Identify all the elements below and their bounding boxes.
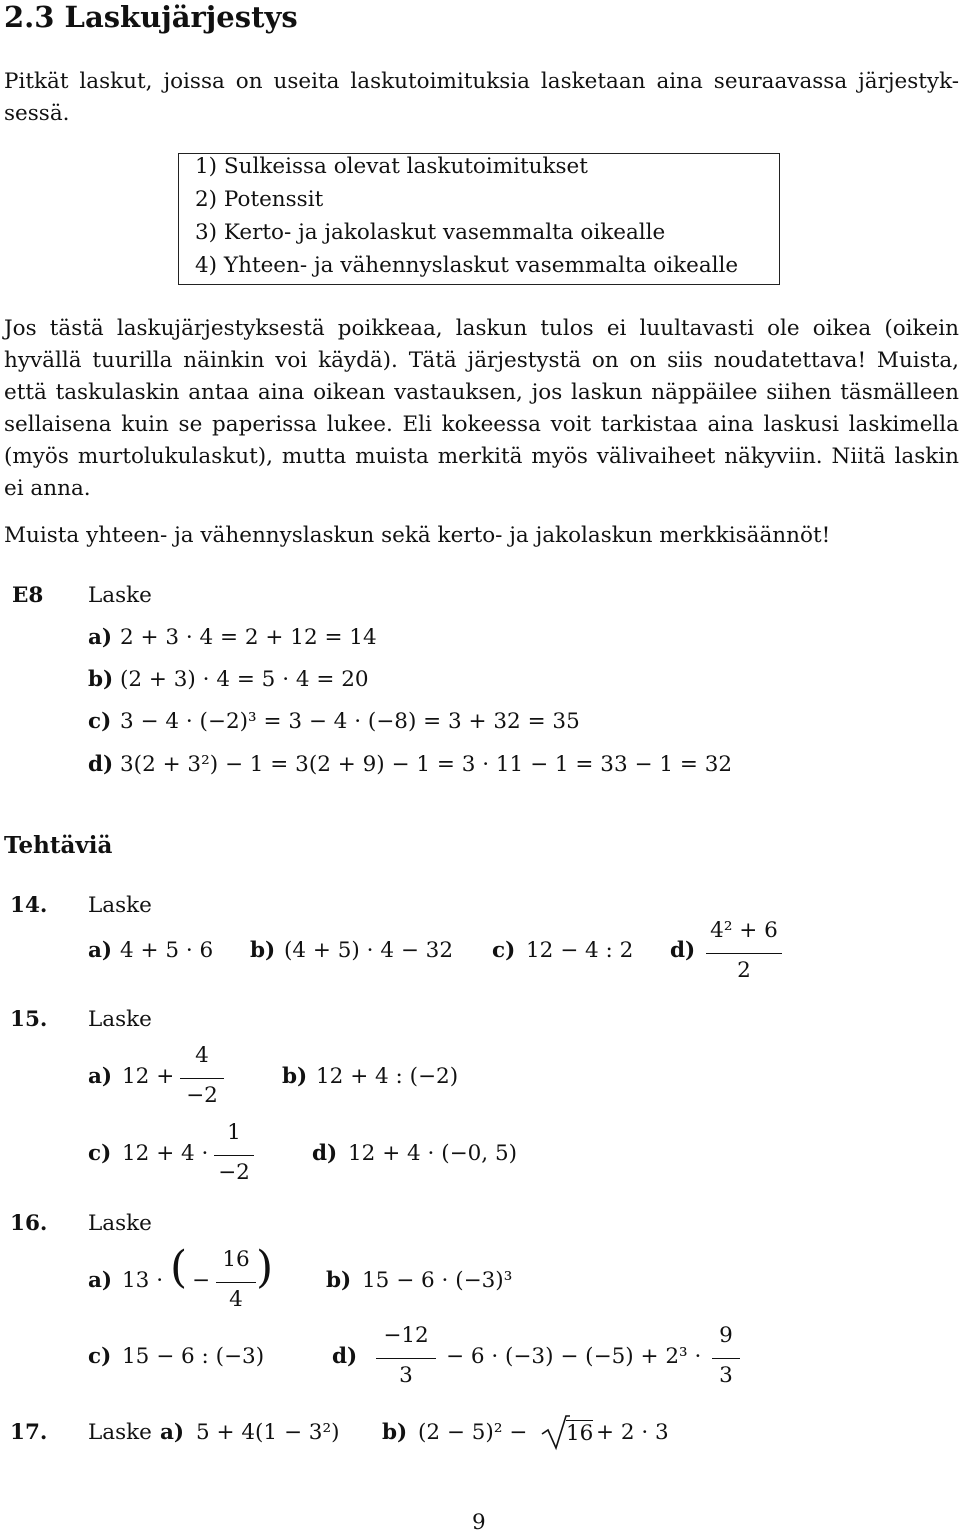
intro-paragraph: Pitkät laskut, joissa on useita laskutoimituksia lasketaan aina seuraavassa järjestyk- sessä.: [4, 69, 959, 126]
ex16-a-minus: −: [192, 1268, 211, 1293]
ex14-c-expr: 12 − 4 : 2: [526, 938, 634, 963]
ex14-b-expr: (4 + 5) · 4 − 32: [284, 938, 454, 963]
ex14-d-letter: d): [670, 938, 696, 963]
right-paren: ): [256, 1242, 274, 1293]
ex17-a-letter: a): [160, 1420, 185, 1445]
ex16-d-denominator: 3: [399, 1363, 413, 1388]
ex16-d-middle: − 6 · (−3) − (−5) + 2³ ·: [446, 1344, 702, 1369]
ex16-a-pre: 13 ·: [122, 1268, 164, 1293]
ex16-b-letter: b): [326, 1268, 352, 1293]
ex16-a-letter: a): [88, 1268, 113, 1293]
fraction-bar: [706, 953, 782, 954]
ex15-c-fraction: [214, 1120, 254, 1190]
ex15-c-pre: 12 + 4 ·: [122, 1141, 209, 1166]
ex14-instruction: Laske: [88, 893, 152, 918]
ex16-c-expr: 15 − 6 : (−3): [122, 1344, 265, 1369]
ex16-a-numerator: 16: [222, 1247, 250, 1272]
ex14-d-fraction: [706, 918, 782, 988]
ex16-instruction: Laske: [88, 1211, 152, 1236]
ex16-d-fraction-2: [712, 1323, 740, 1393]
ex15-d-expr: 12 + 4 · (−0, 5): [348, 1141, 518, 1166]
ex15-b-expr: 12 + 4 : (−2): [316, 1064, 459, 1089]
section-title: 2.3 Laskujärjestys: [4, 0, 298, 34]
ex17-a-expr: 5 + 4(1 − 3²): [196, 1420, 340, 1445]
ex17-b-radicand: 16: [566, 1421, 594, 1446]
ex14-c-letter: c): [492, 938, 516, 963]
example-b-expr: (2 + 3) · 4 = 5 · 4 = 20: [120, 667, 369, 692]
ex14-a-expr: 4 + 5 · 6: [120, 938, 214, 963]
example-instruction: Laske: [88, 583, 152, 608]
paragraph-2: Muista yhteen- ja vähennyslaskun sekä kerto- ja jakolaskun merkkisäännöt!: [4, 523, 831, 548]
ex16-d-numerator-2: 9: [719, 1323, 733, 1348]
ex15-c-numerator: 1: [227, 1120, 241, 1145]
ex16-a-denominator: 4: [229, 1287, 243, 1312]
fraction-bar: [214, 1155, 254, 1156]
ex15-c-denominator: −2: [218, 1160, 250, 1185]
ex15-a-numerator: 4: [195, 1043, 209, 1068]
example-d-expr: 3(2 + 3²) − 1 = 3(2 + 9) − 1 = 3 · 11 − 1 = 33 − 1 = 32: [120, 752, 733, 777]
rule-3: 3) Kerto- ja jakolaskut vasemmalta oikealle: [195, 220, 666, 245]
order-rules-box: [178, 153, 780, 285]
ex17-instruction: Laske: [88, 1420, 152, 1445]
ex17-b-pre: (2 − 5)² −: [418, 1420, 528, 1445]
ex15-d-letter: d): [312, 1141, 338, 1166]
ex16-d-letter: d): [332, 1344, 358, 1369]
example-b-letter: b): [88, 667, 114, 692]
ex16-b-expr: 15 − 6 · (−3)³: [362, 1268, 513, 1293]
fraction-bar: [216, 1282, 256, 1283]
exercises-heading: Tehtäviä: [4, 832, 113, 859]
ex14-a-letter: a): [88, 938, 113, 963]
ex15-number: 15.: [10, 1007, 48, 1032]
example-c-letter: c): [88, 709, 112, 734]
rule-4: 4) Yhteen- ja vähennyslaskut vasemmalta oikealle: [195, 253, 739, 278]
ex14-number: 14.: [10, 893, 48, 918]
example-d-letter: d): [88, 752, 114, 777]
ex14-d-numerator: 4² + 6: [710, 918, 778, 943]
example-a-letter: a): [88, 625, 113, 650]
ex15-a-fraction: [180, 1043, 224, 1113]
fraction-bar: [712, 1358, 740, 1359]
fraction-bar: [180, 1078, 224, 1079]
rule-2: 2) Potenssit: [195, 187, 324, 212]
ex17-b-post: + 2 · 3: [596, 1420, 669, 1445]
ex16-d-numerator: −12: [383, 1323, 429, 1348]
left-paren: (: [170, 1242, 188, 1293]
example-label: E8: [12, 583, 44, 608]
ex16-c-letter: c): [88, 1344, 112, 1369]
ex15-a-pre: 12 +: [122, 1064, 175, 1089]
example-a-expr: 2 + 3 · 4 = 2 + 12 = 14: [120, 625, 377, 650]
ex15-b-letter: b): [282, 1064, 308, 1089]
ex16-a-fraction: [216, 1247, 256, 1317]
page-number: 9: [472, 1510, 486, 1535]
ex14-b-letter: b): [250, 938, 276, 963]
ex15-c-letter: c): [88, 1141, 112, 1166]
ex16-d-denominator-2: 3: [719, 1363, 733, 1388]
example-c-expr: 3 − 4 · (−2)³ = 3 − 4 · (−8) = 3 + 32 = 35: [120, 709, 580, 734]
ex15-a-denominator: −2: [186, 1083, 218, 1108]
ex16-number: 16.: [10, 1211, 48, 1236]
fraction-bar: [376, 1358, 436, 1359]
rule-1: 1) Sulkeissa olevat laskutoimitukset: [195, 154, 588, 179]
ex14-d-denominator: 2: [737, 958, 751, 983]
paragraph-1: Jos tästä laskujärjestyksestä poikkeaa, laskun tulos ei luultavasti ole oikea (oikein hyvällä tuurilla näinkin voi käydä). Tätä järjestystä on on siis noudatettava! Muista, että taskulaskin antaa aina oikean vastauksen, jos laskun näppäilee siihen täsmälleen sellaisena kuin se paperissa lukee. Eli kokeessa voit tarkistaa aina laskusi laskimella (myös murtolukulaskut), mutta muista merkitä myös välivaiheet näkyviin. Niitä laskin ei anna.: [4, 316, 959, 501]
ex16-d-fraction: [376, 1323, 436, 1393]
ex15-instruction: Laske: [88, 1007, 152, 1032]
ex17-b-letter: b): [382, 1420, 408, 1445]
ex17-number: 17.: [10, 1420, 48, 1445]
ex15-a-letter: a): [88, 1064, 113, 1089]
